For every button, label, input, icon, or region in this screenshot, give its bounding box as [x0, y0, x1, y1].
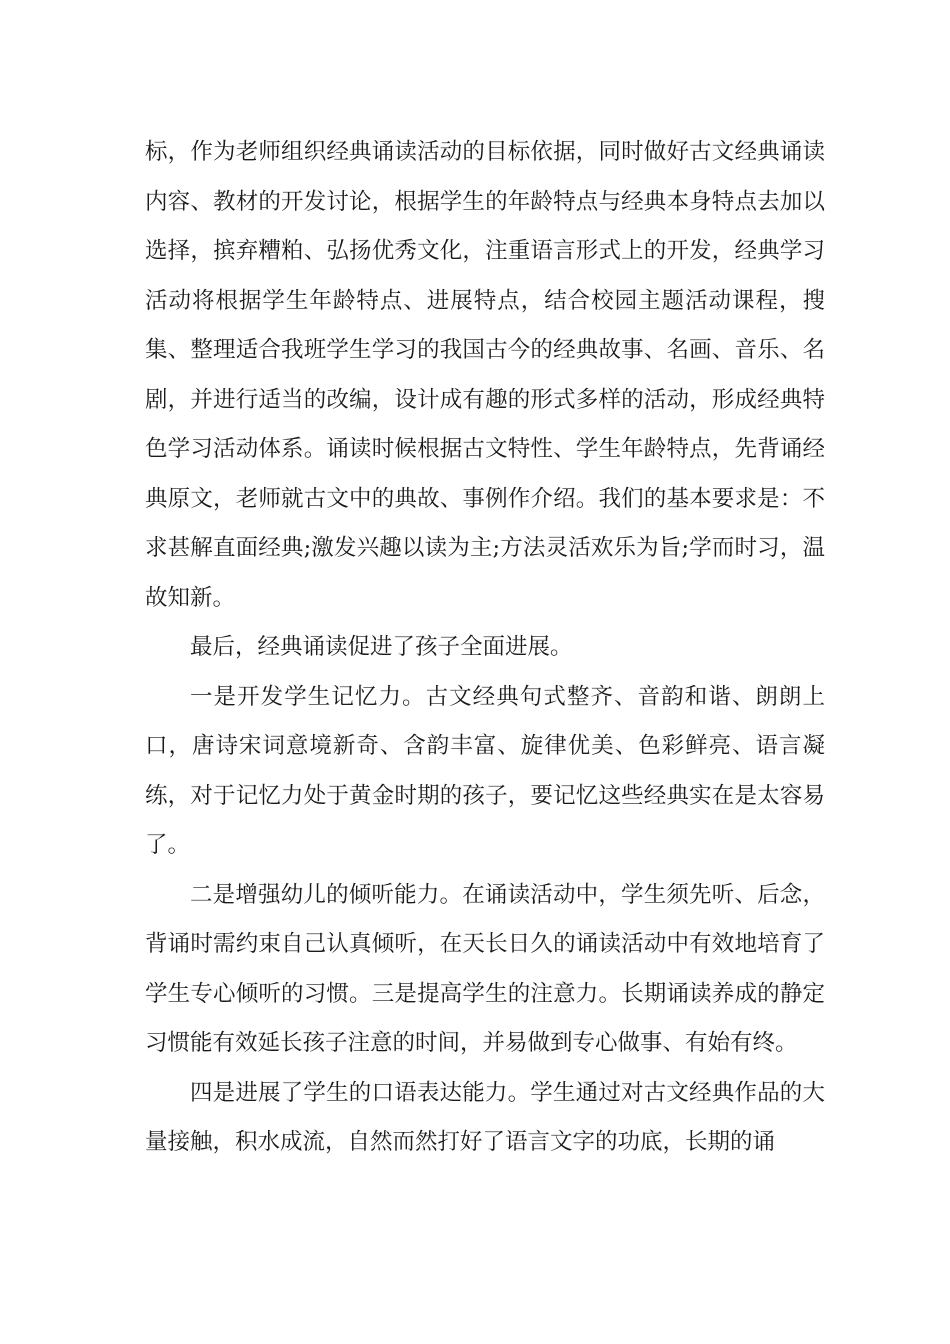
- paragraph-summary: 最后，经典诵读促进了孩子全面进展。: [190, 634, 573, 660]
- paragraph-listening: 二是增强幼儿的倾听能力。在诵读活动中，学生须先听、后念，背诵时需约束自己认真倾听，在天长日久的诵读活动中有效地培育了学生专心倾听的习惯。三是提高学生的注意力。长期诵读养成的静定习惯能有效延长孩子注意的时间，并易做到专心做事、有始有终。: [145, 881, 825, 1056]
- paragraph-oral-expression: 四是进展了学生的口语表达能力。学生通过对古文经典作品的大量接触，积水成流，自然而然打好了语言文字的功底，长期的诵: [145, 1079, 825, 1155]
- paragraph-continued: 标，作为老师组织经典诵读活动的目标依据，同时做好古文经典诵读内容、教材的开发讨论，根据学生的年龄特点与经典本身特点去加以选择，摈弃糟粕、弘扬优秀文化，注重语言形式上的开发，经典学习活动将根据学生年龄特点、进展特点，结合校园主题活动课程，搜集、整理适合我班学生学习的我国古今的经典故事、名画、音乐、名剧，并进行适当的改编，设计成有趣的形式多样的活动，形成经典特色学习活动体系。诵读时候根据古文特性、学生年龄特点，先背诵经典原文，老师就古文中的典故、事例作介绍。我们的基本要求是：不求甚解直面经典;激发兴趣以读为主;方法灵活欢乐为旨;学而时习，温故知新。: [145, 139, 825, 611]
- paragraph-memory: 一是开发学生记忆力。古文经典句式整齐、音韵和谐、朗朗上口，唐诗宋词意境新奇、含韵丰富、旋律优美、色彩鲜亮、语言凝练，对于记忆力处于黄金时期的孩子，要记忆这些经典实在是太容易了。: [145, 683, 825, 858]
- document-body: [145, 128, 825, 1168]
